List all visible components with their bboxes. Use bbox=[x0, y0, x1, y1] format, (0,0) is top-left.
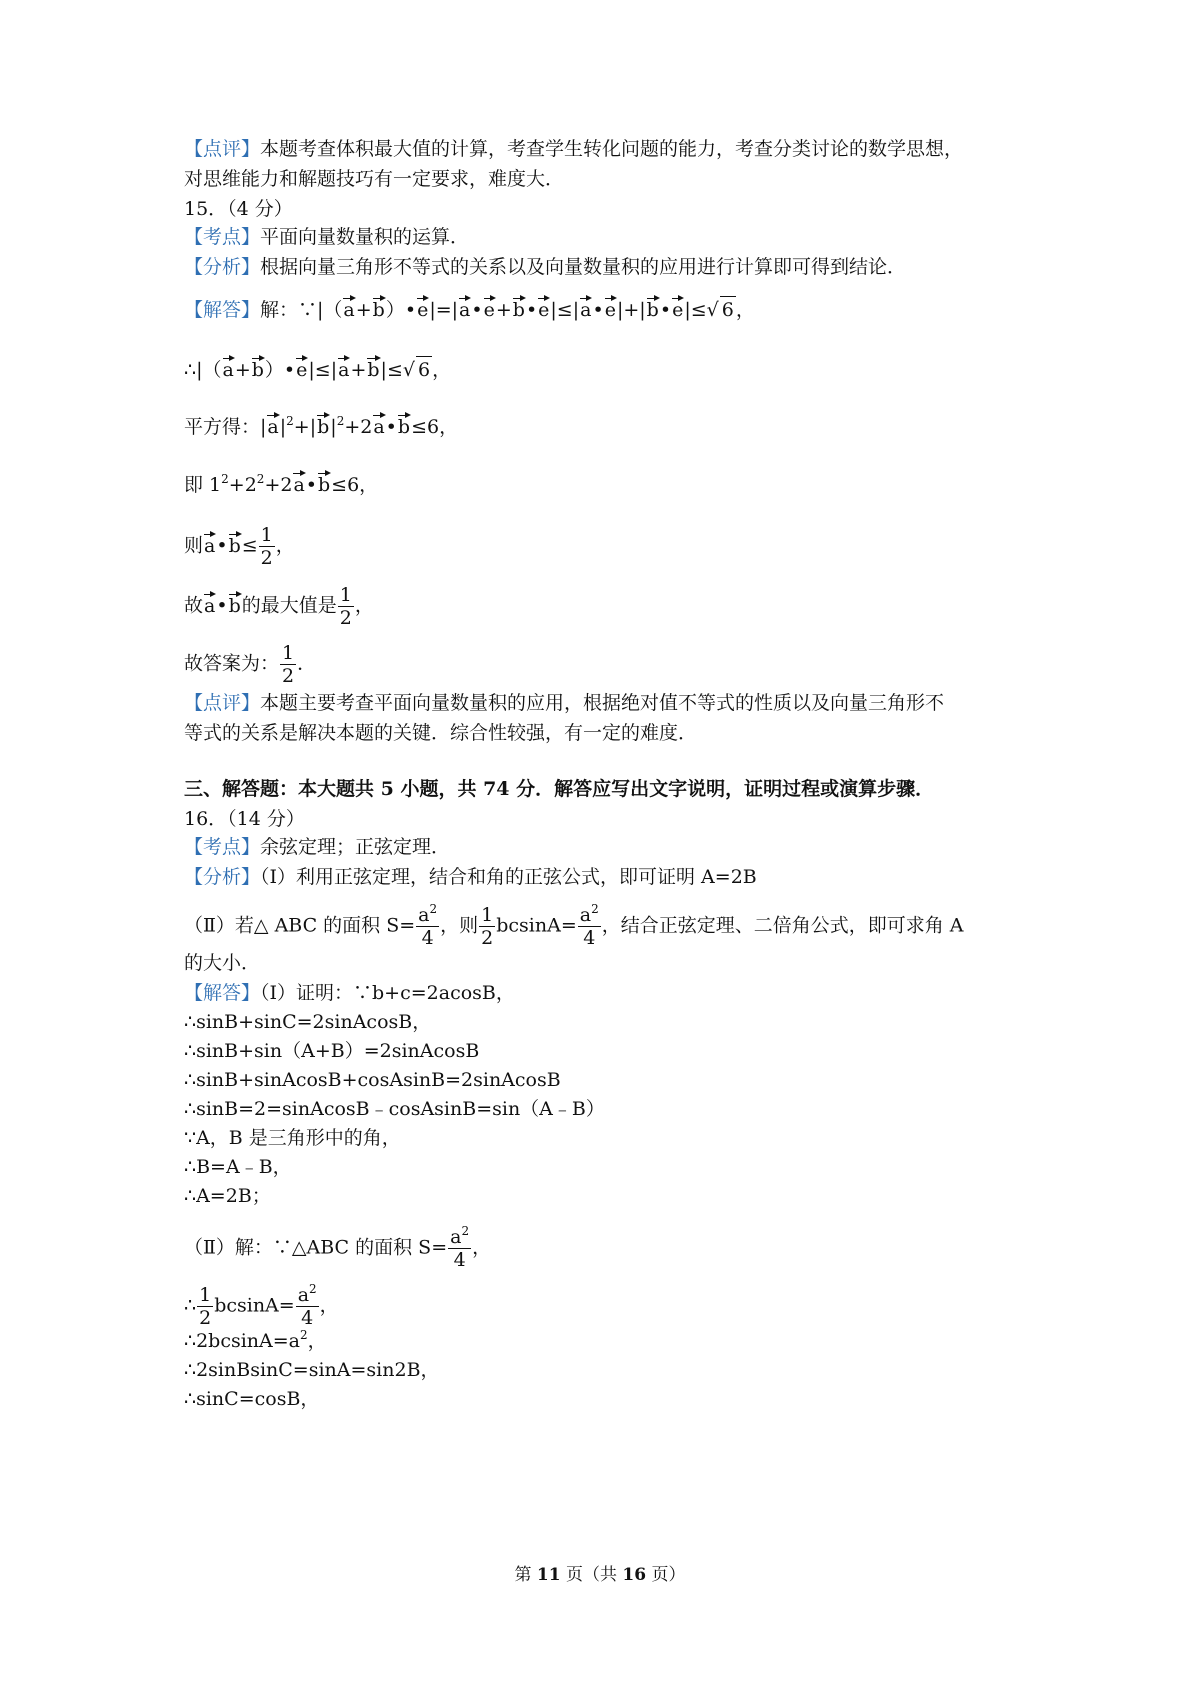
q16-solution-part-2 bbox=[184, 1226, 491, 1271]
formula-text: + bbox=[495, 299, 512, 321]
q16-solution-step: ∴sinB=2=sinAcosB﹣cosAsinB=sin（A﹣B） bbox=[184, 1098, 605, 1120]
formula-text: |=| bbox=[429, 299, 459, 321]
formula-text: |≤| bbox=[308, 359, 338, 381]
numerator-base: a bbox=[297, 1284, 310, 1306]
vector-b: b bbox=[228, 594, 241, 617]
q15-analysis bbox=[184, 254, 906, 280]
formula-text: + bbox=[350, 359, 367, 381]
fraction-numerator bbox=[448, 1226, 471, 1249]
q15-solution-line-1 bbox=[184, 296, 755, 323]
formula-text: |≤| bbox=[550, 299, 580, 321]
q15-solution-line-4 bbox=[184, 472, 378, 498]
exponent: 2 bbox=[309, 1282, 317, 1296]
q16-solution-step: ∴2sinBsinC=sinA=sin2B， bbox=[184, 1359, 440, 1381]
vector-b: b bbox=[367, 359, 380, 381]
formula-text: （Ⅱ）若△ ABC 的面积 S= bbox=[184, 914, 416, 937]
formula-text: ， bbox=[319, 1294, 339, 1317]
formula-text: ， bbox=[472, 1236, 492, 1259]
fraction-denominator: 2 bbox=[282, 665, 295, 687]
formula-text: ，则 bbox=[440, 914, 479, 937]
vector-a: a bbox=[580, 299, 592, 321]
q15-knowledge-point bbox=[184, 224, 469, 250]
vector-a: a bbox=[343, 299, 355, 321]
fraction-denominator: 2 bbox=[481, 927, 494, 949]
review-tag: 【点评】 bbox=[184, 138, 261, 160]
vector-a: a bbox=[204, 534, 216, 557]
formula-text: ∴|（ bbox=[184, 359, 222, 381]
formula-text: |+| bbox=[616, 299, 646, 321]
q16-solution-step: ∴A=2B； bbox=[184, 1185, 271, 1207]
sqrt-radicand: 6 bbox=[416, 356, 432, 383]
q16-knowledge-point bbox=[184, 834, 450, 860]
vector-b: b bbox=[646, 299, 659, 321]
formula-text: +2 bbox=[228, 474, 257, 496]
section-3-heading: 三、解答题：本大题共 5 小题，共 74 分．解答应写出文字说明，证明过程或演算步骤． bbox=[184, 778, 935, 800]
numerator-base: a bbox=[450, 1226, 462, 1248]
review-text: 本题考查体积最大值的计算，考查学生转化问题的能力，考查分类讨论的数学思想， bbox=[260, 138, 964, 160]
fraction-numerator: 1 bbox=[339, 584, 352, 606]
knowledge-tag: 【考点】 bbox=[184, 836, 261, 858]
fraction-numerator: 1 bbox=[282, 642, 295, 664]
exponent: 2 bbox=[429, 902, 438, 916]
q15-solution-line-6 bbox=[184, 584, 374, 629]
review-tag: 【点评】 bbox=[184, 692, 261, 714]
formula-text: |≤ bbox=[380, 359, 403, 381]
sqrt-sign: √ bbox=[706, 299, 719, 321]
formula-text: ≤ bbox=[241, 534, 258, 557]
formula-text: ． bbox=[297, 652, 317, 675]
q15-solution-line-3: 平方得：$|a|^2+|b|^2+2a•b\le 6$， bbox=[184, 414, 459, 438]
formula-text: ， bbox=[432, 359, 452, 381]
exponent: 2 bbox=[300, 1328, 308, 1342]
fraction-numerator: 1 bbox=[199, 1284, 212, 1306]
fraction-numerator: 1 bbox=[260, 524, 273, 546]
formula-text: 即 1 bbox=[184, 474, 222, 496]
exponent: 2 bbox=[256, 472, 265, 486]
q16-solution-step bbox=[184, 1328, 327, 1354]
formula-text: 解：∵|（ bbox=[260, 299, 343, 321]
vector-e: e bbox=[483, 299, 495, 321]
formula-text: • bbox=[592, 299, 604, 321]
formula-text: +2 bbox=[344, 416, 373, 438]
numerator-base: a bbox=[579, 904, 592, 926]
fraction-numerator bbox=[578, 904, 601, 927]
vector-b: b bbox=[317, 416, 330, 438]
vector-b: b bbox=[318, 474, 331, 496]
formula-text: 故 bbox=[184, 594, 204, 617]
fraction-denominator: 2 bbox=[199, 1307, 212, 1329]
exponent: 2 bbox=[461, 1224, 470, 1238]
fraction bbox=[416, 904, 439, 949]
formula-text: ≤6， bbox=[411, 416, 459, 438]
formula-text: 故答案为： bbox=[184, 652, 280, 675]
fraction bbox=[197, 1284, 213, 1329]
formula-text: • bbox=[471, 299, 483, 321]
fraction-denominator: 4 bbox=[421, 927, 434, 949]
fraction bbox=[338, 584, 354, 629]
formula-text: ）• bbox=[264, 359, 296, 381]
fraction-denominator: 4 bbox=[301, 1307, 314, 1329]
fraction bbox=[280, 642, 296, 687]
vector-a: a bbox=[459, 299, 471, 321]
question-15-header: 15．（4 分） bbox=[184, 198, 293, 220]
vector-a: a bbox=[204, 594, 216, 617]
formula-text: + bbox=[234, 359, 251, 381]
numerator-base: a bbox=[418, 904, 430, 926]
vector-a: a bbox=[222, 359, 234, 381]
fraction-numerator: 1 bbox=[481, 904, 494, 926]
sqrt-radicand: 6 bbox=[720, 296, 736, 323]
q16-analysis-part-2 bbox=[184, 904, 963, 949]
sqrt-sign: √ bbox=[402, 359, 415, 381]
footer-text: 页（共 bbox=[560, 1565, 623, 1585]
formula-text: ， bbox=[735, 299, 755, 321]
analysis-text: 根据向量三角形不等式的关系以及向量数量积的应用进行计算即可得到结论． bbox=[260, 256, 907, 278]
q16-solution-step: ∵A，B 是三角形中的角， bbox=[184, 1127, 401, 1149]
formula-text: +| bbox=[293, 416, 317, 438]
footer-text: 页） bbox=[646, 1565, 686, 1585]
q15-solution-line-7 bbox=[184, 642, 316, 687]
solution-tag: 【解答】 bbox=[184, 982, 261, 1004]
q15-review-line-1 bbox=[184, 690, 944, 716]
formula-text: 则 bbox=[184, 534, 204, 557]
fraction bbox=[259, 524, 275, 569]
q16-solution-step: ∴sinC=cosB， bbox=[184, 1388, 320, 1410]
formula-text: + bbox=[355, 299, 372, 321]
fraction-numerator bbox=[416, 904, 439, 927]
formula-text: • bbox=[659, 299, 672, 321]
formula-text: ∴ bbox=[184, 1294, 197, 1317]
q15-solution-line-5 bbox=[184, 524, 295, 569]
formula-text: ∴2bcsinA=a bbox=[184, 1330, 301, 1352]
q16-analysis bbox=[184, 864, 757, 890]
fraction-denominator: 2 bbox=[260, 547, 273, 569]
formula-text: bcsinA= bbox=[496, 914, 577, 937]
fraction-denominator: 4 bbox=[583, 927, 596, 949]
formula-text: bcsinA= bbox=[214, 1294, 295, 1317]
formula-text: 的最大值是 bbox=[241, 594, 337, 617]
solution-text: （Ⅰ）证明：∵b+c=2acosB， bbox=[260, 982, 515, 1004]
footer-text: 第 bbox=[514, 1565, 537, 1585]
review-line-2 bbox=[184, 166, 564, 192]
formula-text: • bbox=[216, 594, 228, 617]
q16-solution-step: ∴sinB+sin（A+B）=2sinAcosB bbox=[184, 1040, 480, 1062]
review-text-cont: 对思维能力和解题技巧有一定要求，难度大． bbox=[184, 168, 565, 190]
question-16-header: 16．（14 分） bbox=[184, 808, 305, 830]
vector-e: e bbox=[538, 299, 550, 321]
q16-solution-step: ∴sinB+sinC=2sinAcosB， bbox=[184, 1011, 432, 1033]
knowledge-text: 平面向量数量积的运算． bbox=[260, 226, 470, 248]
formula-text: ≤6， bbox=[331, 474, 379, 496]
exponent: 2 bbox=[336, 414, 345, 428]
q16-analysis-part-3: 的大小． bbox=[184, 952, 261, 974]
vector-b: b bbox=[512, 299, 525, 321]
vector-e: e bbox=[604, 299, 616, 321]
vector-b: b bbox=[251, 359, 264, 381]
formula-text: 平方得：| bbox=[184, 416, 267, 438]
q15-review-line-2 bbox=[184, 720, 697, 746]
review-text-cont: 等式的关系是解决本题的关键．综合性较强，有一定的难度． bbox=[184, 722, 698, 744]
solution-tag: 【解答】 bbox=[184, 299, 261, 321]
analysis-text: （Ⅰ）利用正弦定理，结合和角的正弦公式，即可证明 A=2B bbox=[260, 866, 757, 888]
analysis-tag: 【分析】 bbox=[184, 256, 261, 278]
knowledge-tag: 【考点】 bbox=[184, 226, 261, 248]
formula-text: ， bbox=[275, 534, 295, 557]
formula-text: ， bbox=[307, 1330, 327, 1352]
fraction-denominator: 4 bbox=[453, 1249, 466, 1271]
q16-solution-step: ∴B=A﹣B， bbox=[184, 1156, 292, 1178]
formula-text: ，结合正弦定理、二倍角公式，即可求角 A bbox=[601, 914, 964, 937]
vector-b: b bbox=[228, 534, 241, 557]
fraction bbox=[578, 904, 601, 949]
fraction-numerator bbox=[296, 1284, 319, 1307]
fraction-denominator: 2 bbox=[339, 607, 352, 629]
exponent: 2 bbox=[221, 472, 229, 486]
analysis-tag: 【分析】 bbox=[184, 866, 261, 888]
fraction bbox=[479, 904, 495, 949]
vector-e: e bbox=[417, 299, 429, 321]
q16-solution-line-1 bbox=[184, 980, 515, 1006]
vector-e: e bbox=[296, 359, 308, 381]
vector-a: a bbox=[267, 416, 279, 438]
vector-b: b bbox=[372, 299, 385, 321]
q16-solution-step: ∴sinB+sinAcosB+cosAsinB=2sinAcosB bbox=[184, 1069, 561, 1091]
vector-a: a bbox=[293, 474, 305, 496]
formula-text: • bbox=[216, 534, 228, 557]
review-line-1 bbox=[184, 136, 963, 162]
formula-text: ， bbox=[354, 594, 374, 617]
vector-e: e bbox=[672, 299, 684, 321]
fraction bbox=[296, 1284, 319, 1329]
formula-text: +2 bbox=[264, 474, 293, 496]
formula-text: （Ⅱ）解：∵△ABC 的面积 S= bbox=[184, 1236, 448, 1259]
formula-text: ）• bbox=[385, 299, 417, 321]
fraction bbox=[448, 1226, 471, 1271]
formula-text: • bbox=[525, 299, 538, 321]
q16-solution-step bbox=[184, 1284, 339, 1329]
page-number: 11 bbox=[536, 1565, 561, 1585]
q15-solution-line-2 bbox=[184, 356, 451, 383]
vector-b: b bbox=[397, 416, 411, 438]
vector-a: a bbox=[373, 416, 385, 438]
exponent: 2 bbox=[591, 902, 599, 916]
vector-a: a bbox=[338, 359, 350, 381]
formula-text: |≤ bbox=[684, 299, 707, 321]
page-footer bbox=[0, 1560, 1200, 1585]
exponent: 2 bbox=[286, 414, 294, 428]
review-text: 本题主要考查平面向量数量积的应用，根据绝对值不等式的性质以及向量三角形不 bbox=[260, 692, 945, 714]
knowledge-text: 余弦定理；正弦定理． bbox=[260, 836, 451, 858]
formula-text: • bbox=[305, 474, 317, 496]
formula-text: • bbox=[385, 416, 397, 438]
total-pages: 16 bbox=[622, 1565, 647, 1585]
